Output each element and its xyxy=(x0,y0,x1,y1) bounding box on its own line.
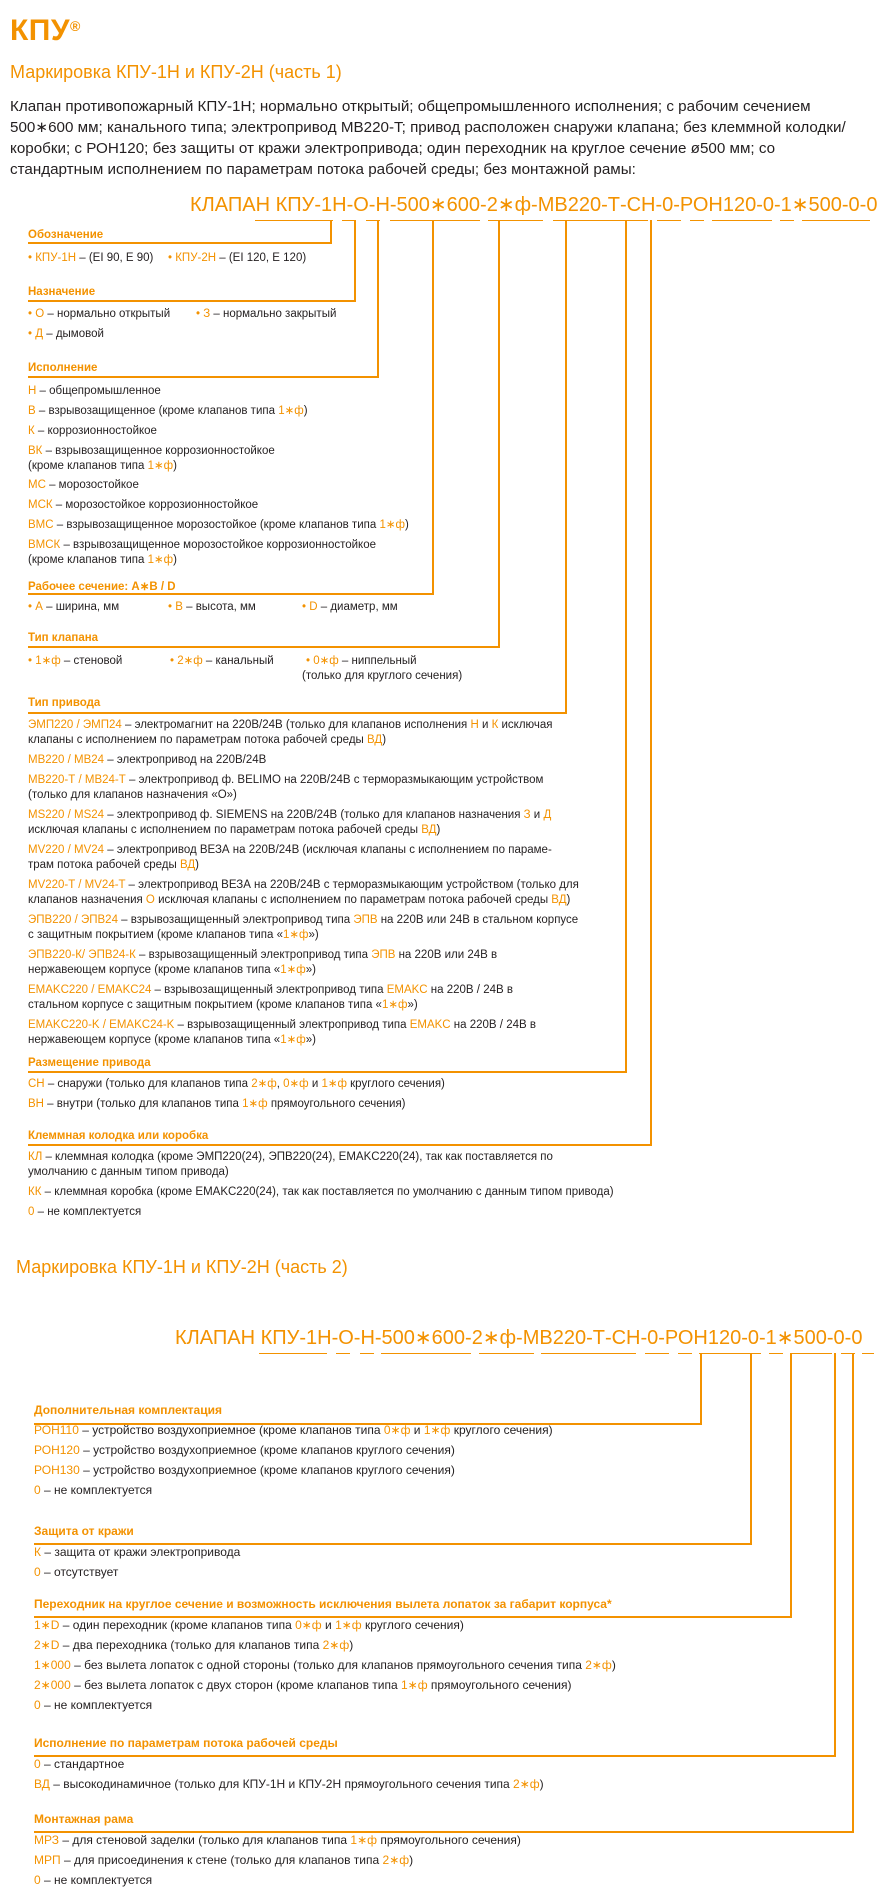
list-item: ЭМП220 / ЭМП24 – электромагнит на 220В/24В (только для клапанов исполнения Н и К исключая xyxy=(28,719,553,731)
extra-heading: Дополнительная комплектация xyxy=(34,1403,222,1417)
list-item: 0 – стандартное xyxy=(34,1757,125,1771)
list-item: КЛ – клеммная колодка (кроме ЭМП220(24), ЭПВ220(24), EMAKC220(24), так как поставляется по xyxy=(28,1151,553,1163)
part2-code: КЛАПАН КПУ-1Н-О-Н-500∗600-2∗ф-MB220-Т-СН-0-РОН120-0-1∗500-0-0 xyxy=(175,1327,863,1349)
list-item: РОН120 – устройство воздухоприемное (кроме клапанов круглого сечения) xyxy=(34,1443,455,1457)
adapter-heading: Переходник на круглое сечение и возможность исключения вылета лопаток за габарит корпуса* xyxy=(34,1597,612,1611)
execution-item: К – коррозионностойкое xyxy=(28,425,157,437)
drive-location-heading: Размещение привода xyxy=(28,1057,151,1069)
section-item: • D – диаметр, мм xyxy=(302,601,398,613)
valve-type-heading: Тип клапана xyxy=(28,632,99,644)
list-item: 1∗000 – без вылета лопаток с одной стороны (только для клапанов прямоугольного сечения типа 2∗ф) xyxy=(34,1658,616,1672)
purpose-item: • О – нормально открытый xyxy=(28,308,171,320)
execution-heading: Исполнение xyxy=(28,362,98,374)
list-item: СН – снаружи (только для клапанов типа 2∗ф, 0∗ф и 1∗ф круглого сечения) xyxy=(28,1078,445,1090)
part1-code: КЛАПАН КПУ-1Н-О-Н-500∗600-2∗ф-MB220-Т-СН-0-РОН120-0-1∗500-0-0 xyxy=(190,194,877,216)
list-item: нержавеющем корпусе (кроме клапанов типа «1∗ф») xyxy=(28,1034,316,1046)
execution-item: МС – морозостойкое xyxy=(28,479,139,491)
list-item: МРЗ – для стеновой заделки (только для клапанов типа 1∗ф прямоугольного сечения) xyxy=(34,1833,521,1847)
purpose-heading: Назначение xyxy=(28,286,96,298)
list-item: ВД – высокодинамичное (только для КПУ-1Н и КПУ-2Н прямоугольного сечения типа 2∗ф) xyxy=(34,1777,544,1791)
terminal-heading: Клеммная колодка или коробка xyxy=(28,1130,209,1142)
list-item: 2∗000 – без вылета лопаток с двух сторон (кроме клапанов типа 1∗ф прямоугольного сечения) xyxy=(34,1678,572,1692)
list-item: нержавеющем корпусе (кроме клапанов типа «1∗ф») xyxy=(28,964,316,976)
section-item: • А – ширина, мм xyxy=(28,601,120,613)
list-item: MV220-T / MV24-T – электропривод ВЕЗА на 220В/24В с терморазмыкающим устройством (только для xyxy=(28,879,579,891)
list-item: EMAKC220-K / EMAKC24-K – взрывозащищенный электропривод типа EMAKC на 220В / 24В в xyxy=(28,1019,536,1031)
flow-heading: Исполнение по параметрам потока рабочей среды xyxy=(34,1736,338,1750)
list-item: РОН130 – устройство воздухоприемное (кроме клапанов круглого сечения) xyxy=(34,1463,455,1477)
list-item: с защитным покрытием (кроме клапанов типа «1∗ф») xyxy=(28,929,319,941)
list-item: МВ220-Т / МВ24-Т – электропривод ф. BELIMO на 220В/24В с терморазмыкающим устройством xyxy=(28,774,544,786)
list-item: МРП – для присоединения к стене (только для клапанов типа 2∗ф) xyxy=(34,1853,414,1867)
list-item: 0 – не комплектуется xyxy=(34,1873,153,1887)
list-item: умолчанию с данным типом привода) xyxy=(28,1166,229,1178)
drive-type-heading: Тип привода xyxy=(28,697,101,709)
list-item: 2∗D – два переходника (только для клапанов типа 2∗ф) xyxy=(34,1638,354,1652)
list-item: К – защита от кражи электропривода xyxy=(34,1545,241,1559)
theft-heading: Защита от кражи xyxy=(34,1524,134,1538)
list-item: ВН – внутри (только для клапанов типа 1∗ф прямоугольного сечения) xyxy=(28,1098,406,1110)
purpose-item: • З – нормально закрытый xyxy=(196,308,337,320)
valve-type-item: • 2∗ф – канальный xyxy=(170,655,274,667)
execution-item: ВМС – взрывозащищенное морозостойкое (кроме клапанов типа 1∗ф) xyxy=(28,519,409,531)
execution-item: (кроме клапанов типа 1∗ф) xyxy=(28,460,177,472)
list-item: ЭПВ220-К/ ЭПВ24-К – взрывозащищенный электропривод типа ЭПВ на 220В или 24В в xyxy=(28,949,498,961)
execution-item: Н – общепромышленное xyxy=(28,385,161,397)
list-item: 0 – отсутствует xyxy=(34,1565,119,1579)
execution-item: ВМСК – взрывозащищенное морозостойкое коррозионностойкое xyxy=(28,539,377,551)
execution-item: ВК – взрывозащищенное коррозионностойкое xyxy=(28,445,275,457)
list-item: клапанов назначения О исключая клапаны с исполнением по параметрам потока рабочей среды ВД) xyxy=(28,894,571,906)
list-item: клапаны с исполнением по параметрам потока рабочей среды ВД) xyxy=(28,734,387,746)
execution-item: МСК – морозостойкое коррозионностойкое xyxy=(28,499,259,511)
list-item: 1∗D – один переходник (кроме клапанов типа 0∗ф и 1∗ф круглого сечения) xyxy=(34,1618,464,1632)
list-item: EMAKC220 / EMAKC24 – взрывозащищенный электропривод типа EMAKC на 220В / 24В в xyxy=(28,984,513,996)
designation-item: • КПУ-2Н – (EI 120, E 120) xyxy=(168,252,307,264)
valve-type-item: (только для круглого сечения) xyxy=(302,670,463,682)
section-item: • В – высота, мм xyxy=(168,601,256,613)
frame-heading: Монтажная рама xyxy=(34,1812,134,1826)
section-heading: Рабочее сечение: А∗В / D xyxy=(28,581,176,593)
list-item: MV220 / MV24 – электропривод ВЕЗА на 220В/24В (исключая клапаны с исполнением по параме- xyxy=(28,844,552,856)
valve-type-item: • 1∗ф – стеновой xyxy=(28,655,123,667)
execution-item: (кроме клапанов типа 1∗ф) xyxy=(28,554,177,566)
list-item: MS220 / MS24 – электропривод ф. SIEMENS на 220В/24В (только для клапанов назначения З и Д xyxy=(28,809,552,821)
list-item: 0 – не комплектуется xyxy=(34,1483,153,1497)
list-item: 0 – не комплектуется xyxy=(28,1206,142,1218)
list-item: трам потока рабочей среды ВД) xyxy=(28,859,199,871)
list-item: стальном корпусе с защитным покрытием (кроме клапанов типа «1∗ф») xyxy=(28,999,418,1011)
list-item: 0 – не комплектуется xyxy=(34,1698,153,1712)
list-item: КК – клеммная коробка (кроме EMAKC220(24), так как поставляется по умолчанию с данным типом привода) xyxy=(28,1186,614,1198)
purpose-item: • Д – дымовой xyxy=(28,328,104,340)
designation-item: • КПУ-1Н – (EI 90, E 90) xyxy=(28,252,154,264)
part1-heading: Маркировка КПУ-1Н и КПУ-2Н (часть 1) xyxy=(10,62,342,82)
execution-item: В – взрывозащищенное (кроме клапанов типа 1∗ф) xyxy=(28,405,308,417)
list-item: МВ220 / МВ24 – электропривод на 220В/24В xyxy=(28,754,267,766)
part2-heading: Маркировка КПУ-1Н и КПУ-2Н (часть 2) xyxy=(16,1257,348,1277)
list-item: исключая клапаны с исполнением по параметрам потока рабочей среды ВД) xyxy=(28,824,441,836)
list-item: (только для клапанов назначения «О») xyxy=(28,789,237,801)
intro-paragraph: Клапан противопожарный КПУ-1Н; нормально открытый; общепромышленного исполнения; с рабочим сечением 500∗600 мм; канального типа; электропривод MB220-T; привод расположен снаружи клапана; без клеммной колодки/коробки; с РОН120; без защиты от кражи электропривода; один переходник на круглое сечение ø500 мм; со стандартным исполнением по параметрам потока рабочей среды; без монтажной рамы: xyxy=(10,98,846,178)
page-title: КПУ® xyxy=(10,14,81,47)
valve-type-item: • 0∗ф – ниппельный xyxy=(306,655,417,667)
list-item: ЭПВ220 / ЭПВ24 – взрывозащищенный электропривод типа ЭПВ на 220В или 24В в стальном корпусе xyxy=(28,914,579,926)
designation-heading: Обозначение xyxy=(28,229,104,241)
list-item: РОН110 – устройство воздухоприемное (кроме клапанов типа 0∗ф и 1∗ф круглого сечения) xyxy=(34,1423,553,1437)
